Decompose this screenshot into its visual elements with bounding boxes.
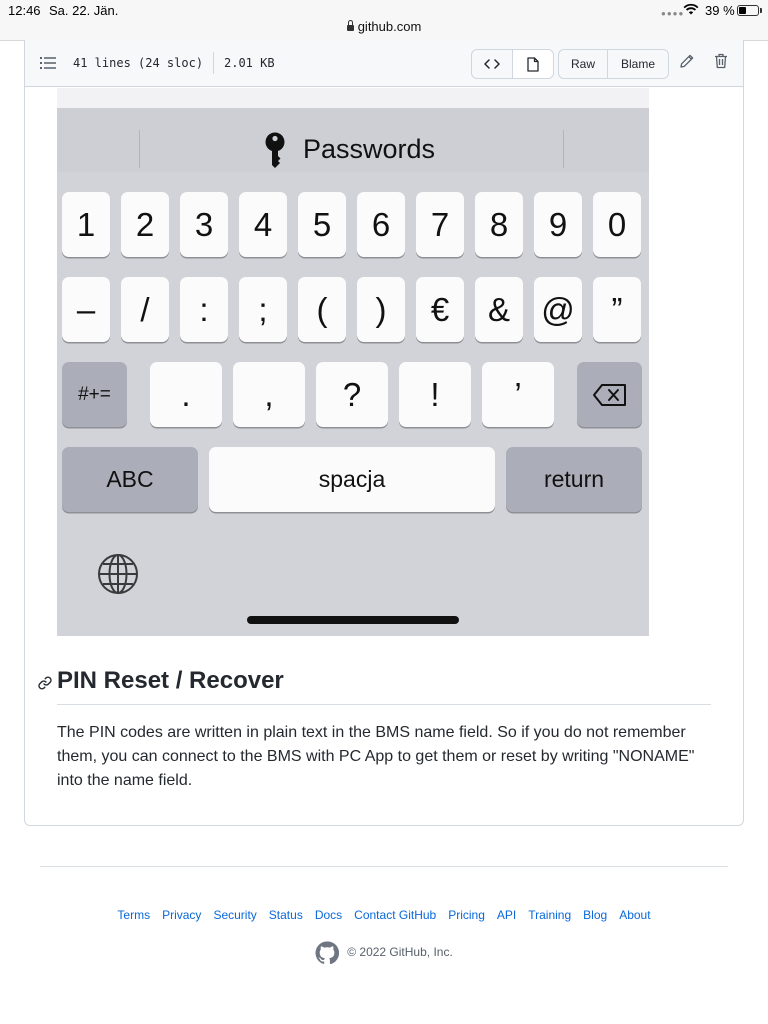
footer-links xyxy=(0,908,768,922)
footer-divider xyxy=(40,866,728,867)
raw-blame-group xyxy=(558,49,669,79)
abc-key: ABC xyxy=(62,447,198,512)
code-view-button[interactable] xyxy=(472,50,512,78)
key: . xyxy=(150,362,222,427)
footer-copyright xyxy=(0,941,768,965)
key: 5 xyxy=(298,192,346,257)
backspace-icon xyxy=(592,383,628,407)
heading-divider xyxy=(57,704,711,705)
pencil-icon[interactable] xyxy=(679,53,695,69)
key: 7 xyxy=(416,192,464,257)
address-bar[interactable] xyxy=(0,19,768,34)
footer-link-api[interactable]: API xyxy=(496,908,517,922)
footer-link-contact-github[interactable]: Contact GitHub xyxy=(354,908,437,922)
file-header xyxy=(25,40,743,87)
key: ’ xyxy=(482,362,554,427)
status-date: Sa. 22. Jän. xyxy=(49,3,119,18)
rendered-view-button[interactable] xyxy=(512,50,553,78)
lock-icon xyxy=(347,25,354,31)
keyboard-screenshot xyxy=(57,88,649,636)
key: ( xyxy=(298,277,346,342)
section-heading: PIN Reset / Recover xyxy=(57,667,284,694)
battery-percent: 39 % xyxy=(705,3,735,18)
footer-link-training[interactable]: Training xyxy=(528,908,572,922)
key: @ xyxy=(534,277,582,342)
symbols-key: #+= xyxy=(62,362,127,427)
line-count: 41 lines (24 sloc) xyxy=(73,56,204,70)
keyboard-top-strip xyxy=(57,88,649,108)
outline-list-icon[interactable] xyxy=(40,56,56,70)
footer-link-pricing[interactable]: Pricing xyxy=(448,908,485,922)
footer-link-blog[interactable]: Blog xyxy=(583,908,608,922)
key: , xyxy=(233,362,305,427)
suggestion-divider xyxy=(139,130,140,168)
footer-link-security[interactable]: Security xyxy=(213,908,257,922)
key: / xyxy=(121,277,169,342)
key: ” xyxy=(593,277,641,342)
key: & xyxy=(475,277,523,342)
key-icon xyxy=(263,132,287,170)
key: 3 xyxy=(180,192,228,257)
battery-fill xyxy=(739,7,746,14)
key: 0 xyxy=(593,192,641,257)
file-size: 2.01 KB xyxy=(224,56,275,70)
code-icon xyxy=(484,58,500,70)
home-indicator xyxy=(247,616,459,624)
footer-link-about[interactable]: About xyxy=(619,908,651,922)
view-toggle-group xyxy=(471,49,554,79)
key: ) xyxy=(357,277,405,342)
url-text: github.com xyxy=(357,19,422,34)
footer-link-status[interactable]: Status xyxy=(268,908,303,922)
key: – xyxy=(62,277,110,342)
key: 2 xyxy=(121,192,169,257)
footer-link-docs[interactable]: Docs xyxy=(314,908,343,922)
key: 8 xyxy=(475,192,523,257)
footer-link-terms[interactable]: Terms xyxy=(117,908,151,922)
key: 6 xyxy=(357,192,405,257)
suggestion-bar xyxy=(57,108,649,172)
raw-button[interactable]: Raw xyxy=(570,57,595,71)
key: : xyxy=(180,277,228,342)
backspace-key xyxy=(577,362,642,427)
key: ? xyxy=(316,362,388,427)
anchor-link-icon[interactable] xyxy=(37,675,53,691)
globe-icon xyxy=(97,553,139,595)
footer-link-privacy[interactable]: Privacy xyxy=(162,908,202,922)
suggestion-divider xyxy=(563,130,564,168)
wifi-icon xyxy=(682,2,700,16)
battery-icon xyxy=(737,5,759,16)
status-bar xyxy=(0,0,768,41)
header-divider xyxy=(213,52,214,74)
copyright-text: © 2022 GitHub, Inc. xyxy=(347,945,453,960)
passwords-suggestion: Passwords xyxy=(303,134,436,164)
github-logo-icon[interactable] xyxy=(315,941,339,965)
key: ; xyxy=(239,277,287,342)
trash-icon[interactable] xyxy=(714,53,728,69)
key: 9 xyxy=(534,192,582,257)
blame-button[interactable]: Blame xyxy=(607,50,668,78)
space-key: spacja xyxy=(209,447,495,512)
key: 1 xyxy=(62,192,110,257)
key: ! xyxy=(399,362,471,427)
return-key: return xyxy=(506,447,642,512)
key: € xyxy=(416,277,464,342)
key: 4 xyxy=(239,192,287,257)
section-body: The PIN codes are written in plain text in the BMS name field. So if you do not remember them, you can connect to the BMS with PC App to get them or reset by writing "NONAME" into the name field. xyxy=(57,724,695,789)
signal-dots-icon: ●●●● xyxy=(661,9,685,18)
file-icon xyxy=(527,57,539,72)
status-time: 12:46 xyxy=(8,3,41,18)
